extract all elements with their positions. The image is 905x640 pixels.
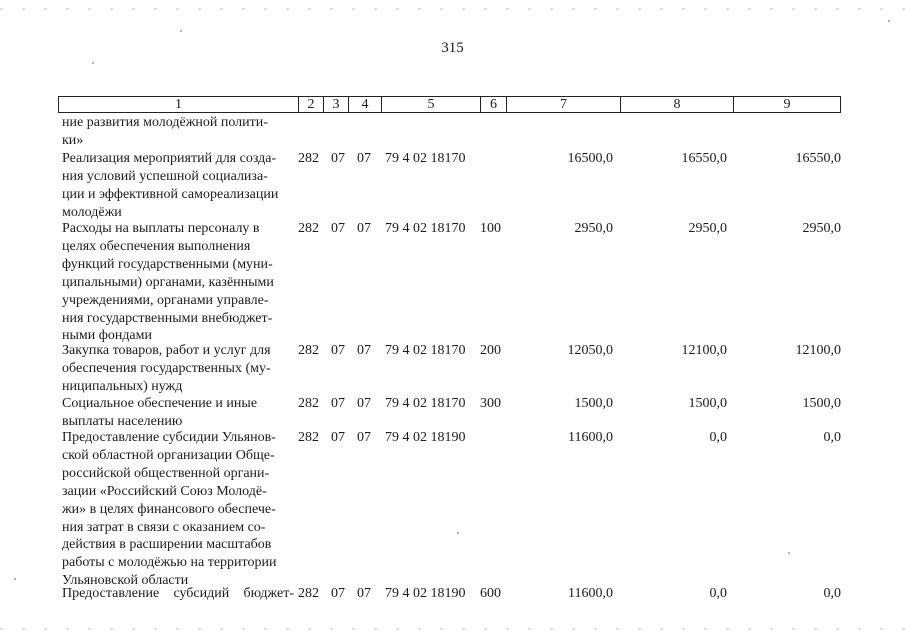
cell-subsection: 07 xyxy=(357,343,371,358)
scan-speck xyxy=(888,20,890,22)
cell-amount-col7: 12050,0 xyxy=(567,343,613,358)
scan-edge-bottom xyxy=(0,628,905,630)
scan-speck xyxy=(92,62,94,64)
cell-subsection: 07 xyxy=(357,586,371,601)
cell-subsection: 07 xyxy=(357,151,371,166)
cell-ministry-code: 282 xyxy=(298,586,319,601)
scan-speck xyxy=(180,30,182,32)
cell-amount-col8: 1500,0 xyxy=(688,396,727,411)
row-description: Реализация мероприятий для созда- ния условий успешной социализа- ции и эффективной самореализации молодёжи xyxy=(62,151,279,220)
cell-expense-type: 300 xyxy=(480,396,501,411)
cell-amount-col8: 0,0 xyxy=(709,586,727,601)
scan-speck xyxy=(788,552,790,554)
row-description: Закупка товаров, работ и услуг для обеспечения государственных (му- ниципальных) нужд xyxy=(62,343,271,394)
cell-subsection: 07 xyxy=(357,396,371,411)
cell-section: 07 xyxy=(331,586,345,601)
cell-expense-type: 200 xyxy=(480,343,501,358)
cell-expense-type: 100 xyxy=(480,221,501,236)
cell-amount-col9: 0,0 xyxy=(823,430,841,445)
cell-amount-col8: 0,0 xyxy=(709,430,727,445)
cell-target-article: 79 4 02 18190 xyxy=(385,430,466,445)
cell-amount-col9: 16550,0 xyxy=(795,151,841,166)
cell-subsection: 07 xyxy=(357,430,371,445)
cell-target-article: 79 4 02 18170 xyxy=(385,343,466,358)
row-description: Предоставление субсидии Ульянов- ской областной организации Обще- российской общественной органи- зации «Российский Союз Молодё- жи» в целях финансового обеспече- ния затрат в связи с оказанием со- действия в расширении масштабов работы с молодёжью на территории Ульяновской области xyxy=(62,430,277,589)
row-description: Предоставление субсидий бюджет- xyxy=(62,586,294,601)
header-col-9: 9 xyxy=(783,97,791,112)
header-col-7: 7 xyxy=(560,97,567,112)
cell-ministry-code: 282 xyxy=(298,221,319,236)
cell-expense-type: 600 xyxy=(480,586,501,601)
cell-amount-col8: 16550,0 xyxy=(681,151,727,166)
cell-amount-col9: 0,0 xyxy=(823,586,841,601)
header-col-8: 8 xyxy=(673,97,681,112)
header-col-4: 4 xyxy=(361,97,369,112)
cell-amount-col8: 2950,0 xyxy=(688,221,727,236)
scan-speck xyxy=(14,578,16,580)
cell-ministry-code: 282 xyxy=(298,343,319,358)
cell-amount-col7: 1500,0 xyxy=(574,396,613,411)
cell-subsection: 07 xyxy=(357,221,371,236)
cell-amount-col9: 12100,0 xyxy=(795,343,841,358)
cell-target-article: 79 4 02 18170 xyxy=(385,221,466,236)
header-col-5: 5 xyxy=(427,97,435,112)
cell-section: 07 xyxy=(331,221,345,236)
cell-amount-col8: 12100,0 xyxy=(681,343,727,358)
row-description: ние развития молодёжной полити- ки» xyxy=(62,115,268,148)
cell-target-article: 79 4 02 18190 xyxy=(385,586,466,601)
cell-amount-col7: 11600,0 xyxy=(568,430,613,445)
scan-edge-top xyxy=(0,8,905,10)
header-col-1: 1 xyxy=(175,97,182,112)
cell-amount-col7: 16500,0 xyxy=(567,151,613,166)
cell-target-article: 79 4 02 18170 xyxy=(385,396,466,411)
cell-amount-col9: 1500,0 xyxy=(802,396,841,411)
cell-amount-col7: 2950,0 xyxy=(574,221,613,236)
cell-section: 07 xyxy=(331,430,345,445)
cell-ministry-code: 282 xyxy=(298,430,319,445)
cell-amount-col9: 2950,0 xyxy=(802,221,841,236)
header-col-3: 3 xyxy=(332,97,340,112)
cell-ministry-code: 282 xyxy=(298,151,319,166)
row-description: Социальное обеспечение и иные выплаты населению xyxy=(62,396,258,429)
cell-ministry-code: 282 xyxy=(298,396,319,411)
cell-target-article: 79 4 02 18170 xyxy=(385,151,466,166)
scan-speck xyxy=(457,532,459,534)
table-header xyxy=(58,96,841,113)
cell-section: 07 xyxy=(331,151,345,166)
page-number: 315 xyxy=(441,40,464,56)
header-col-6: 6 xyxy=(490,97,497,112)
row-description: Расходы на выплаты персоналу в целях обеспечения выполнения функций государственными (муни- ципальными) органами, казёнными учреждениями, органами управле- ния государственными внебюджет- ными фондами xyxy=(62,221,274,344)
cell-section: 07 xyxy=(331,343,345,358)
cell-section: 07 xyxy=(331,396,345,411)
cell-amount-col7: 11600,0 xyxy=(568,586,613,601)
header-col-2: 2 xyxy=(307,97,315,112)
